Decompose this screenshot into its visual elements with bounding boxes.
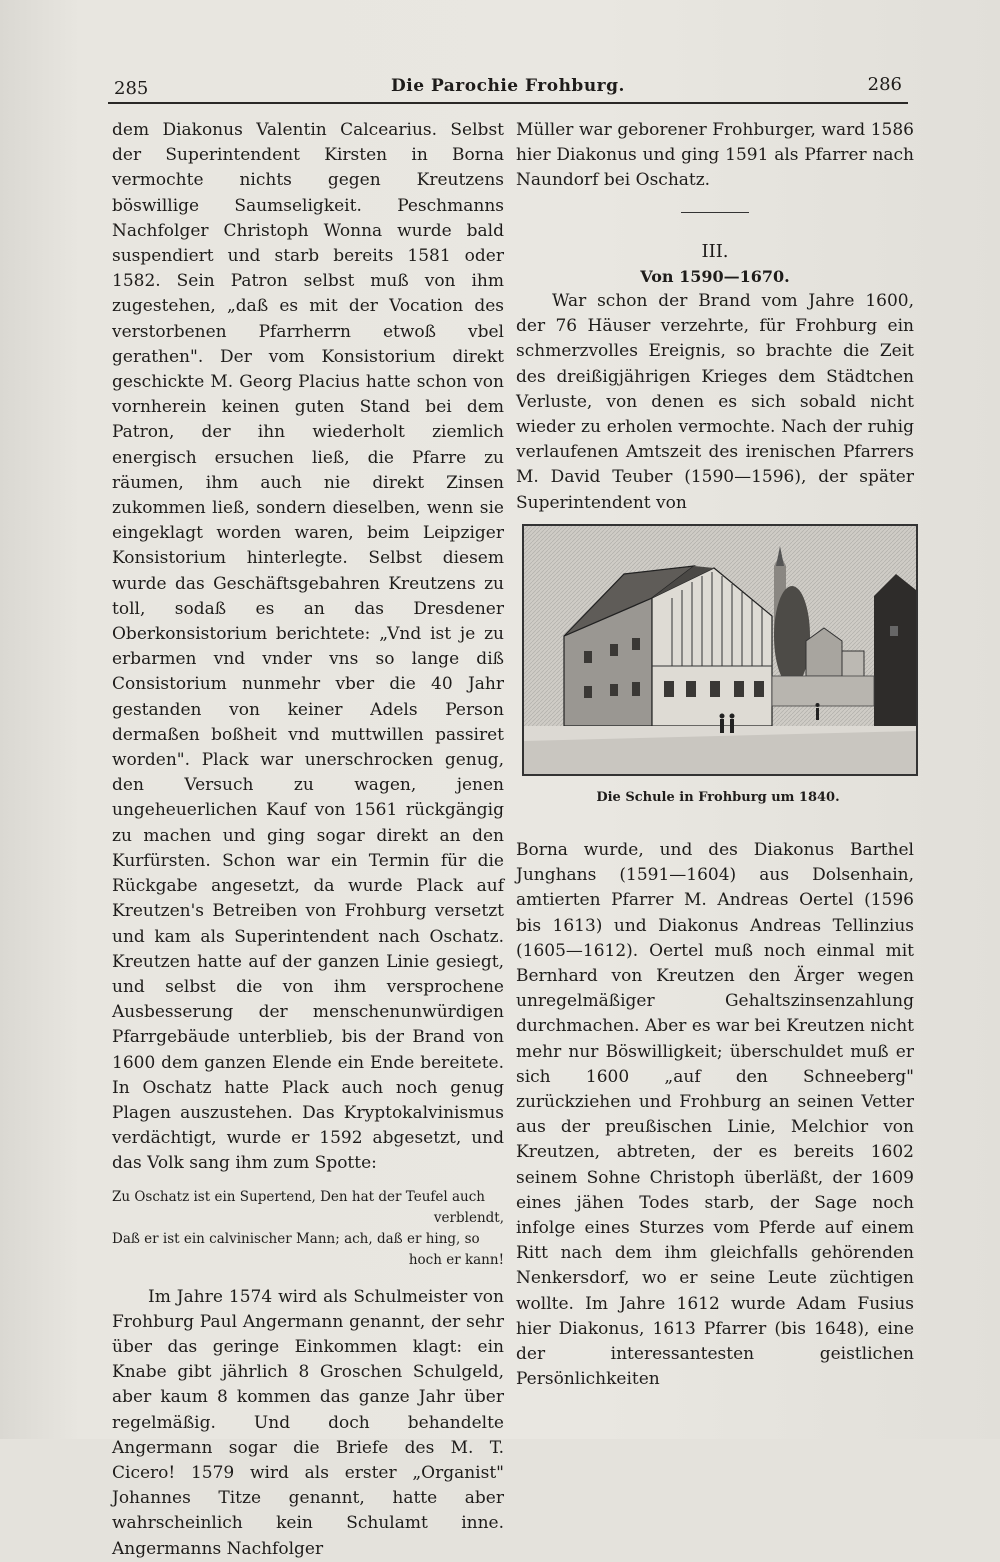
section-separator — [681, 212, 749, 213]
page-number-left: 285 — [114, 78, 149, 99]
right-paragraph-top: Müller war geborener Frohburger, ward 1586 hier Diakonus und ging 1591 als Pfarrer nach Naundorf bei Oschatz. — [516, 120, 914, 191]
running-title: Die Parochie Frohburg. — [391, 76, 625, 96]
verse-line: Daß er ist ein calvinischer Mann; ach, daß er hing, so — [112, 1230, 480, 1247]
left-paragraph-1: dem Diakonus Valentin Calcearius. Selbst der Superintendent Kirsten in Borna vermochte nichts gegen Kreutzens böswillige Saumseligkeit. Peschmanns Nachfolger Christoph Wonna wurde bald suspendiert und starb bereits 1581 oder 1582. Sein Patron selbst muß von ihm zugestehen, „daß es mit der Vocation des verstorbenen Pfarrherrn etwoß vbel gerathen". Der vom Konsistorium direkt geschickte M. Georg Placius hatte schon von vornherein keinen guten Stand bei dem Patron, der ihn wiederholt ziemlich energisch ersuchen ließ, die Pfarre zu räumen, ihm auch nie direkt Zinsen zukommen ließ, sondern dieselben, wenn sie eingeklagt worden waren, beim Leipziger Konsistorium hinterlegte. Selbst diesem wurde das Geschäftsgebahren Kreutzens zu toll, sodaß es an das Dresdener Oberkonsistorium berichtete: „Vnd ist je zu erbarmen vnd vnder vns so lange diß Consistorium nunmehr vber die 40 Jahr gestanden von keiner Adels Person dermaßen boßheit vnd muttwillen passiret worden". Plack war unerschrocken genug, den Versuch zu wagen, jenen ungeheuerlichen Kauf von 1561 rückgängig zu machen und ging sogar direkt an den Kurfürsten. Schon war ein Termin für die Rückgabe angesetzt, da wurde Plack auf Kreutzen's Betreiben von Frohburg versetzt und kam als Superintendent nach Oschatz. Kreutzen hatte auf der ganzen Linie gesiegt, und selbst die von ihm versprochene Ausbesserung der menschenunwürdigen Pfarrgebäude unterblieb, bis der Brand von 1600 dem ganzen Elende ein Ende bereitete. In Oschatz hatte Plack auch noch genug Plagen auszustehen. Das Kryptokalvinismus verdächtigt, wurde er 1592 abgesetzt, und das Volk sang ihm zum Spotte: — [112, 120, 504, 1174]
page-number-right: 286 — [867, 74, 902, 95]
right-column-bottom — [516, 838, 914, 1392]
section-title: Von 1590—1670. — [640, 266, 790, 286]
header-rule — [108, 102, 908, 104]
right-paragraph-bottom: Borna wurde, und des Diakonus Barthel Junghans (1591—1604) aus Dolsenhain, amtierten Pfarrer M. Andreas Oertel (1596 bis 1613) und Diakonus Andreas Tellinzius (1605—1612). Oertel muß noch einmal mit Bernhard von Kreutzen den Ärger wegen unregelmäßiger Gehaltszinsenzahlung durchmachen. Aber es war bei Kreutzen nicht mehr nur Böswilligkeit; überschuldet muß er sich 1600 „auf den Schneeberg" zurückziehen und Frohburg an seinen Vetter aus der preußischen Linie, Melchior von Kreutzen, abtreten, der es bereits 1602 seinem Sohne Christoph überläßt, der 1609 eines jähen Todes starb, der Sage noch infolge eines Sturzes vom Pferde auf einem Ritt nach dem ihm gleichfalls gehörenden Nenkersdorf, wo er seine Leute züchtigen wollte. Im Jahre 1612 wurde Adam Fusius hier Diakonus, 1613 Pfarrer (bis 1648), eine der interessantesten geistlichen Persönlichkeiten — [516, 840, 914, 1390]
right-column-top — [516, 118, 914, 516]
left-column — [112, 118, 504, 1562]
verse-line: verblendt, — [433, 1209, 504, 1226]
verse-line: Zu Oschatz ist ein Supertend, Den hat der Teufel auch — [112, 1188, 485, 1205]
verse-line: hoch er kann! — [408, 1251, 504, 1268]
page-header — [108, 72, 908, 102]
figure-caption: Die Schule in Frohburg um 1840. — [596, 790, 840, 805]
verse-block — [112, 1187, 504, 1271]
left-paragraph-2: Im Jahre 1574 wird als Schulmeister von Frohburg Paul Angermann genannt, der sehr über das geringe Einkommen klagt: ein Knabe gibt jährlich 8 Groschen Schulgeld, aber kaum 8 kommen das ganze Jahr über regelmäßig. Und doch behandelte Angermann sogar die Briefe des M. T. Cicero! 1579 wird als erster „Organist" Johannes Titze genannt, hatte aber wahrscheinlich kein Schulamt inne. Angermanns Nachfolger — [112, 1286, 504, 1559]
school-illustration — [522, 524, 918, 776]
section-number: III. — [701, 240, 729, 262]
right-paragraph-section: War schon der Brand vom Jahre 1600, der 76 Häuser verzehrte, für Frohburg ein schmerzvolles Ereignis, so brachte die Zeit des dreißigjährigen Krieges dem Städtchen Verluste, von denen es sich sobald nicht wieder zu erholen vermochte. Nach der ruhig verlaufenen Amtszeit des irenischen Pfarrers M. David Teuber (1590—1596), der später Superintendent von — [516, 291, 914, 513]
